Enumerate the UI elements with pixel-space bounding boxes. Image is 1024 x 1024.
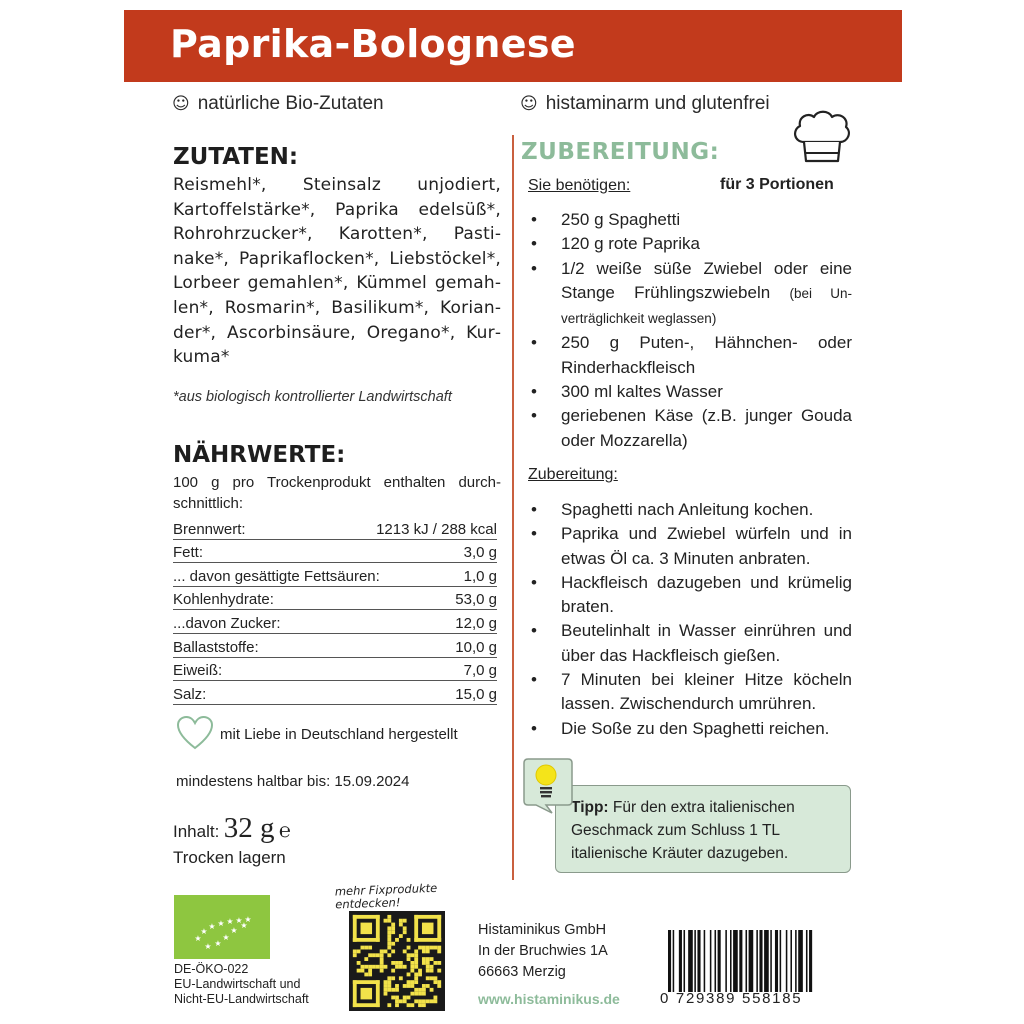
nutrition-table [173,516,497,705]
nutrition-value: 3,0 g [463,544,497,562]
banner-scallop-edge [124,76,902,82]
chef-hat-icon [790,108,852,166]
nutrition-label: Salz: [173,685,207,703]
nutrition-intro: 100 g pro Trockenprodukt enthalten durchschnittlich: [173,474,501,512]
company-street: In der Bruchwies 1A [478,943,608,959]
organic-footnote: *aus biologisch kontrollierter Landwirtschaft [173,389,452,405]
step-item: • Paprika und Zwiebel würfeln und in etwas Öl ca. 3 Minuten anbraten. [528,522,852,571]
ingredients-heading: ZUTATEN: [173,144,299,170]
tip-label: Tipp: [571,799,609,816]
svg-text:★: ★ [200,927,208,936]
step-item: • 7 Minuten bei kleiner Hitze köcheln lassen. Zwischendurch umrühren. [528,668,852,717]
eu-organic-leaf-logo [174,895,270,959]
nutrition-row [173,610,497,634]
svg-text:★: ★ [226,917,234,926]
tip-text [571,796,843,865]
preparation-heading: ZUBEREITUNG: [521,139,720,165]
badge-organic-label: natürliche Bio-Zutaten [197,93,384,114]
nutrition-label: Eiweiß: [173,662,223,680]
list-item: • 120 g rote Paprika [528,232,852,256]
tip-body: Für den extra italienischen Geschmack zum Schluss 1 TL italienische Kräuter dazugeben. [571,799,795,862]
nutrition-heading: NÄHRWERTE: [173,442,346,468]
column-divider [512,135,514,880]
nutrition-row [173,587,497,611]
smiley-icon: ☺ [172,94,190,114]
tip-box [555,785,851,873]
title-banner [124,10,902,82]
nutrition-label: Fett: [173,544,204,562]
badge-organic [172,93,384,115]
portions-label: für 3 Portionen [720,176,834,193]
svg-text:★: ★ [235,916,243,925]
badge-histamine [520,93,770,115]
nutrition-label: Ballaststoffe: [173,638,259,656]
nutrition-row [173,658,497,682]
net-content-value: 32 g [223,812,275,844]
needs-list [528,208,852,453]
list-item: • 300 ml kaltes Wasser [528,380,852,404]
eco-control-code [174,962,309,1007]
qr-caption: mehr Fixprodukte entdecken! [334,880,438,912]
svg-text:★: ★ [217,919,225,928]
nutrition-value: 12,0 g [455,614,497,632]
website-link[interactable]: www.histaminikus.de [478,991,620,1007]
storage-note: Trocken lagern [173,848,286,867]
eco-code-line: Nicht-EU-Landwirtschaft [174,992,309,1006]
svg-text:★: ★ [204,942,212,951]
ingredients-text: Reismehl*, Steinsalz unjodiert, Kartoffelstärke*, Paprika edelsüß*, Rohrohrzucker*, Karotten*, Pastinake*, Paprikaflocken*, Liebstöckel*, Lorbeer gemahlen*, Kümmel gemahlen*, Rosmarin*, Basilikum*, Koriander*, Ascorbinsäure, Oregano*, Kurkuma* [173,175,501,368]
product-title: Paprika-Bolognese [170,22,576,66]
nutrition-value: 1213 kJ / 288 kcal [376,520,497,538]
nutrition-row [173,681,497,705]
svg-text:★: ★ [240,921,248,930]
list-item: • 250 g Spaghetti [528,208,852,232]
svg-text:★: ★ [222,933,230,942]
net-content [173,812,291,845]
made-in-germany-text: mit Liebe in Deutschland hergestellt [220,726,458,743]
lightbulb-icon [522,757,574,815]
svg-text:★: ★ [244,915,252,924]
steps-label: Zubereitung: [528,466,618,483]
svg-text:★: ★ [194,934,202,943]
company-name: Histaminikus GmbH [478,922,607,938]
barcode [668,930,848,992]
nutrition-row [173,634,497,658]
step-item: • Hackfleisch dazugeben und krümelig braten. [528,571,852,620]
company-address [478,920,608,983]
nutrition-value: 7,0 g [463,662,497,680]
nutrition-label: ... davon gesättigte Fettsäuren: [173,567,380,585]
step-item: • Beutelinhalt in Wasser einrühren und über das Hackfleisch gießen. [528,619,852,668]
badge-histamine-label: histaminarm und glutenfrei [545,93,770,114]
nutrition-row [173,516,497,540]
svg-text:★: ★ [214,939,222,948]
svg-text:★: ★ [230,926,238,935]
list-item [528,257,852,332]
heart-icon [176,715,214,751]
list-item: • geriebenen Käse (z.B. junger Gouda oder Mozzarella) [528,404,852,453]
intolerance-note: (bei Unverträglichkeit weglassen) [561,285,852,327]
nutrition-row [173,563,497,587]
nutrition-value: 15,0 g [455,685,497,703]
nutrition-label: Kohlenhydrate: [173,591,274,609]
eco-code-line: EU-Landwirtschaft und [174,977,301,991]
net-content-label: Inhalt: [173,822,220,841]
list-item: • 250 g Puten-, Hähnchen- oder Rinderhackfleisch [528,331,852,380]
estimated-sign-icon: ℮ [278,820,291,842]
nutrition-label: ...davon Zucker: [173,614,281,632]
you-need-label: Sie benötigen: [528,177,631,194]
smiley-icon: ☺ [520,94,538,114]
best-before-date: mindestens haltbar bis: 15.09.2024 [176,773,410,790]
step-item: • Spaghetti nach Anleitung kochen. [528,498,852,522]
qr-code[interactable] [349,911,445,1011]
list-item-text: 1/2 weiße süße Zwiebel oder eine Stange Frühlingszwiebeln [561,258,852,302]
nutrition-label: Brennwert: [173,520,246,538]
nutrition-value: 1,0 g [463,567,497,585]
barcode-number: 0 729389 558185 [660,990,803,1007]
nutrition-value: 10,0 g [455,638,497,656]
svg-text:★: ★ [208,922,216,931]
nutrition-row [173,540,497,564]
steps-list [528,498,852,741]
company-city: 66663 Merzig [478,964,566,980]
step-item: • Die Soße zu den Spaghetti reichen. [528,717,852,741]
nutrition-value: 53,0 g [455,591,497,609]
eco-code-line: DE-ÖKO-022 [174,962,249,976]
